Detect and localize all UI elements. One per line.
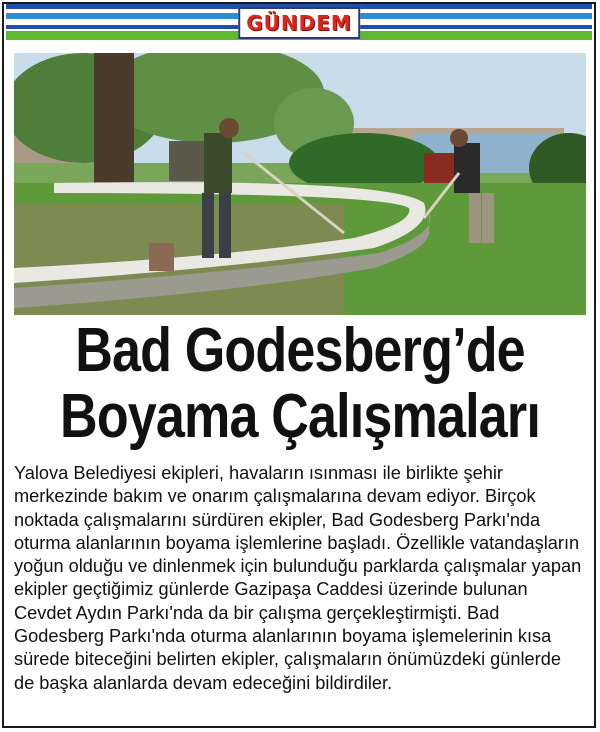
- headline-line-2: Boyama Çalışmaları: [60, 382, 540, 451]
- park-painting-photo: [14, 53, 586, 315]
- headline-line-1: Bad Godesberg’de: [75, 316, 525, 385]
- section-banner: [6, 4, 592, 40]
- article-headline: [0, 318, 600, 450]
- article-body: Yalova Belediyesi ekipleri, havaların ısınması ile birlikte şehir merkezinde bakım ve onarım çalışmalarına devam ediyor. Birçok noktada çalışmalarını sürdüren ekipler, Bad Godesberg Parkı'nda oturma alanlarının boyama işlemlerine başladı. Özellikle vatandaşların yoğun olduğu ve dinlenmek için bulunduğu parklarda çalışmalar yapan ekipler geçtiğimiz günlerde Gazipaşa Caddesi üzerinde bulunan Cevdet Aydın Parkı'nda da bir çalışma gerçekleştirmişti. Bad Godesberg Parkı'nda oturma alanlarının boyama işlemelerinin kısa sürede biteceğini belirten ekipler, çalışmaların önümüzdeki günlerde de başka alanlarda devam edeceğini bildirdiler.: [14, 463, 582, 693]
- section-label: GÜNDEM: [238, 7, 360, 39]
- article-photo: [14, 53, 586, 315]
